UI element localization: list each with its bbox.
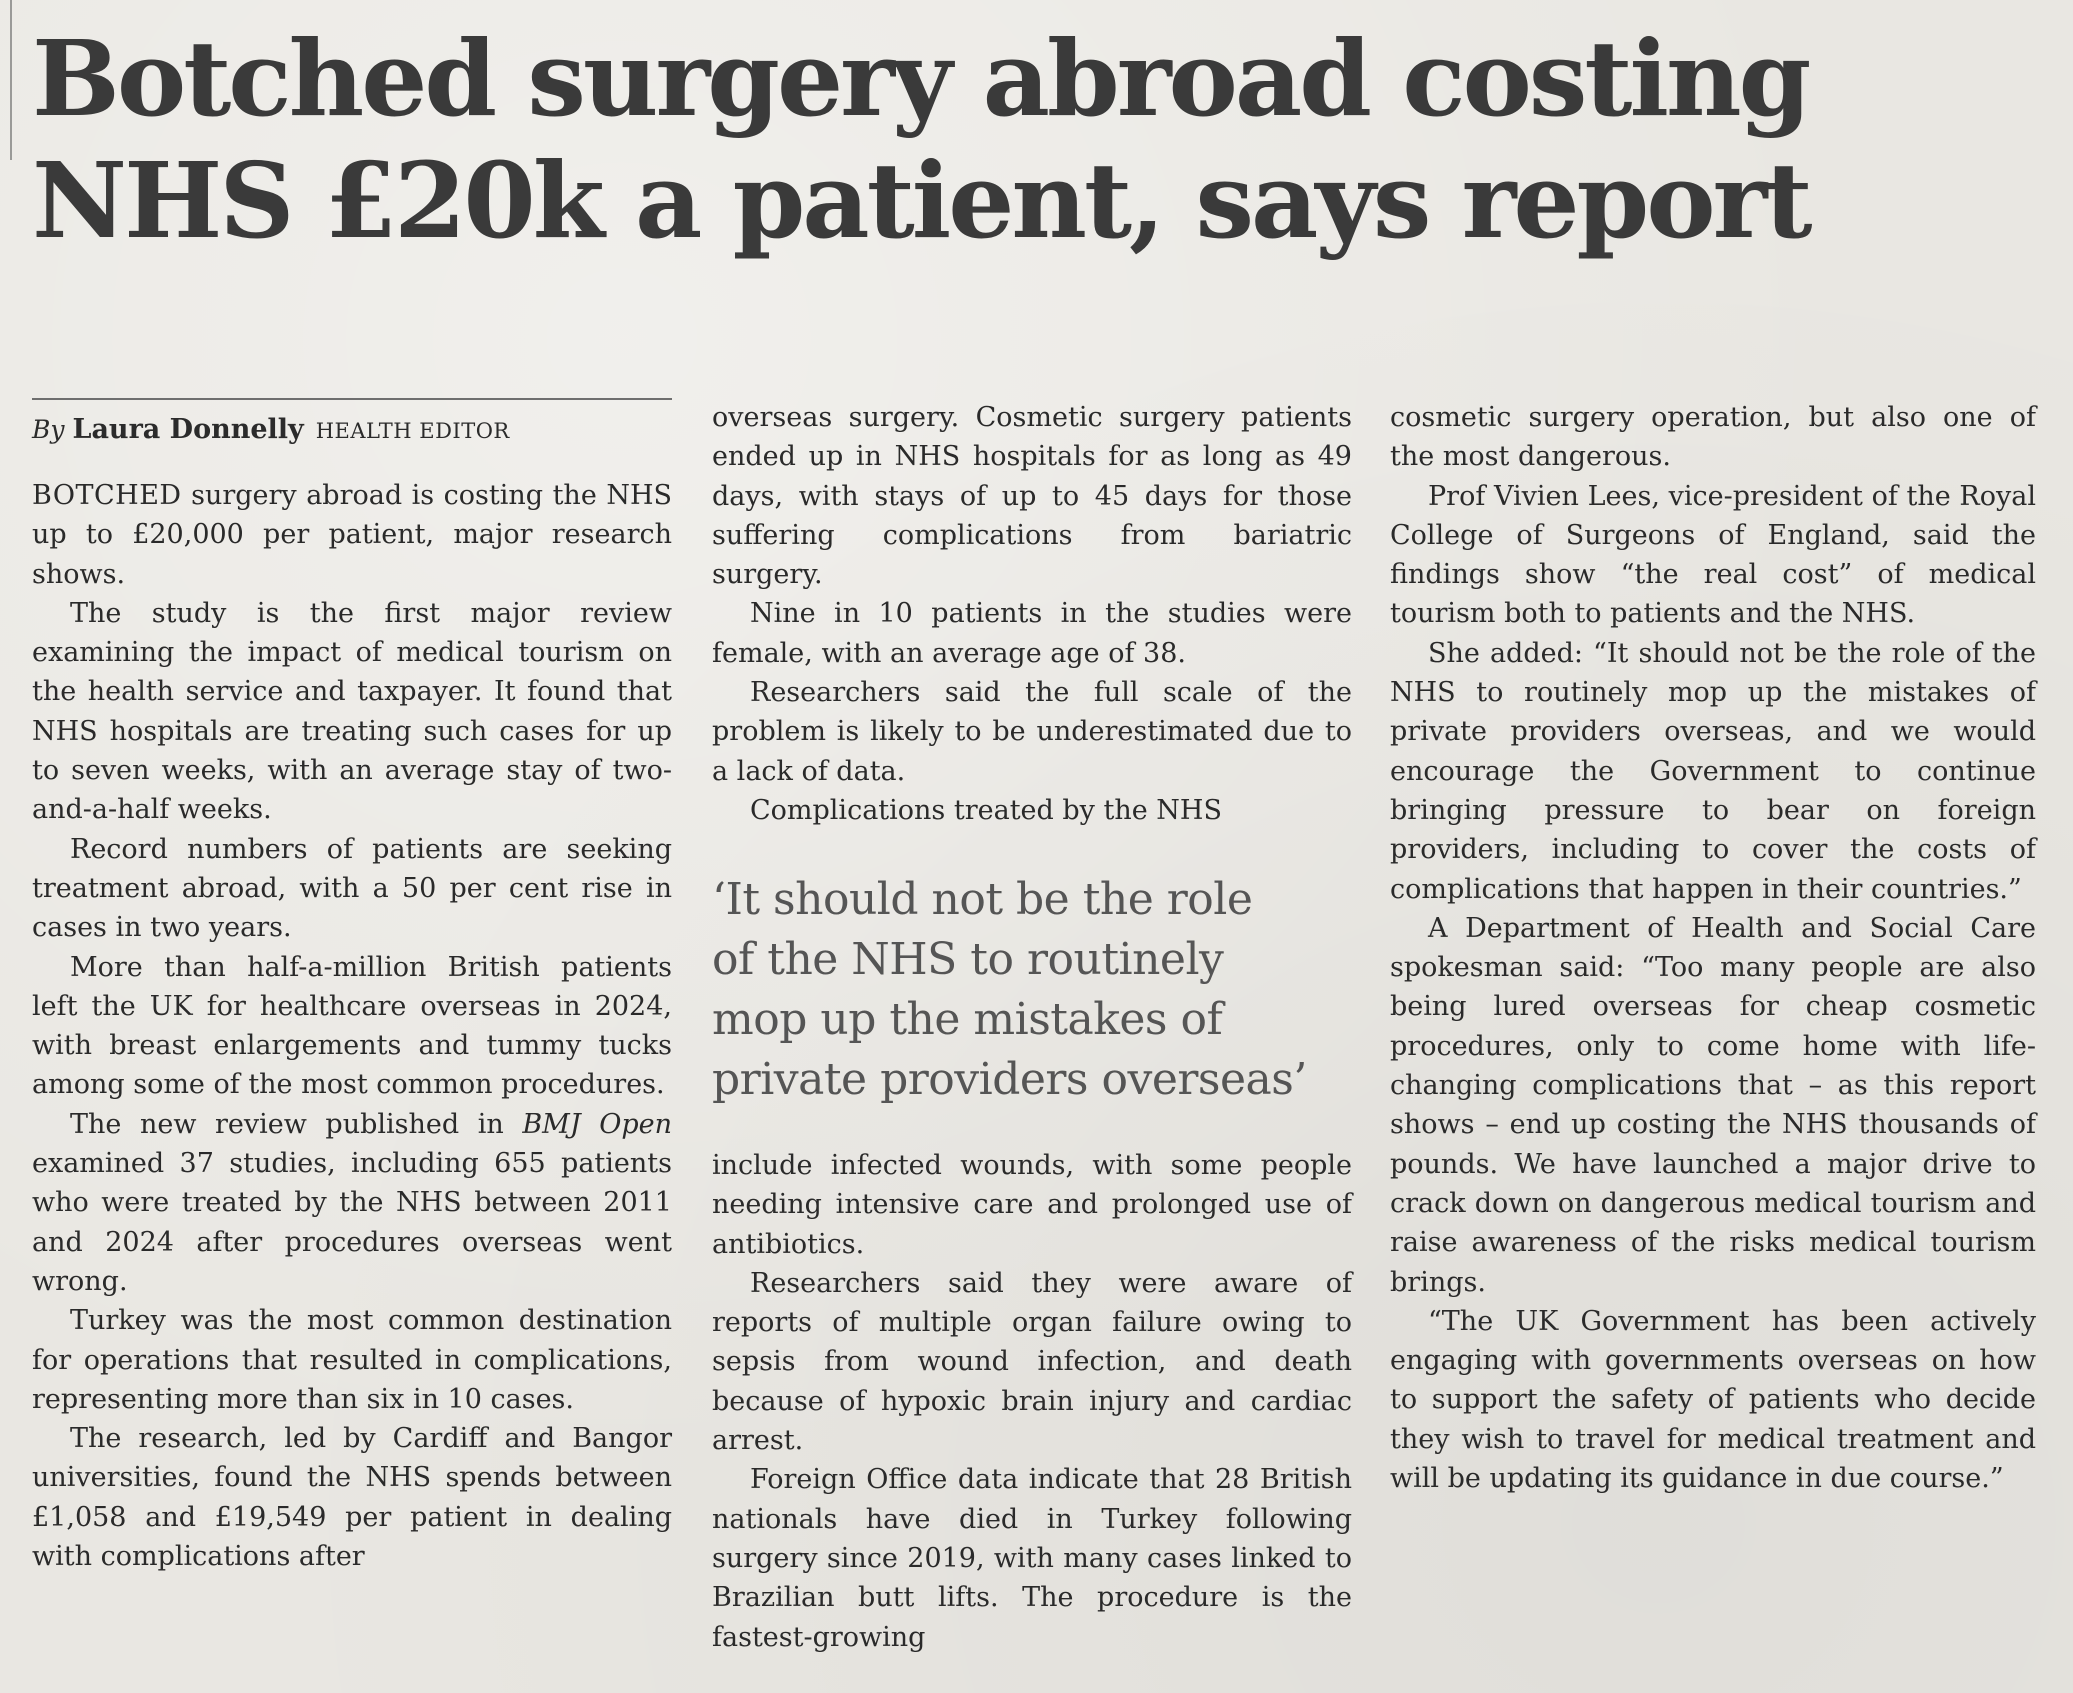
- byline-author: Laura Donnelly: [72, 414, 304, 445]
- pull-quote-line: mop up the mistakes of: [712, 994, 1223, 1045]
- lead-in: BOTCHED: [32, 480, 182, 511]
- paragraph: cosmetic surgery operation, but also one of the most dangerous.: [1390, 402, 2036, 473]
- journal-name: BMJ Open: [522, 1108, 672, 1140]
- paragraph: include infected wounds, with some people needing intensive care and prolonged use of antibiotics.: [712, 1150, 1352, 1260]
- byline-rule: [32, 398, 672, 400]
- column-divider: [10, 0, 12, 160]
- paragraph: Researchers said the full scale of the problem is likely to be underestimated due to a lack of data.: [712, 677, 1352, 787]
- paragraph: overseas surgery. Cosmetic surgery patients ended up in NHS hospitals for as long as 49 days, with stays of up to 45 days for those suffering complications from bariatric surgery.: [712, 402, 1352, 591]
- paragraph: She added: “It should not be the role of the NHS to routinely mop up the mistakes of private providers overseas, and we would encourage the Government to continue bringing pressure to bear on foreign providers, including to cover the costs of complications that happen in their countries.”: [1390, 637, 2036, 905]
- paragraph: Record numbers of patients are seeking treatment abroad, with a 50 per cent rise in cases in two years.: [32, 833, 672, 944]
- paragraph: Researchers said they were aware of reports of multiple organ failure owing to sepsis from wound infection, and death because of hypoxic brain injury and cardiac arrest.: [712, 1267, 1352, 1457]
- headline: [32, 18, 2032, 262]
- article-column-2-bottom: [712, 1146, 1352, 1657]
- pull-quote: [712, 870, 1362, 1110]
- paragraph: Turkey was the most common destination for operations that resulted in complications, representing more than six in 10 cases.: [32, 1305, 672, 1415]
- paragraph-text: examined 37 studies, including 655 patients who were treated by the NHS between 2011 and 2024 after procedures overseas went wrong.: [32, 1148, 672, 1297]
- article-column-1: [32, 476, 672, 1576]
- paragraph-text: surgery abroad is costing the NHS up to £20,000 per patient, major research shows.: [32, 480, 672, 590]
- paragraph: Nine in 10 patients in the studies were female, with an average age of 38.: [712, 598, 1352, 669]
- paragraph: Complications treated by the NHS: [750, 794, 1222, 826]
- paragraph-text: The new review published in: [70, 1108, 523, 1140]
- headline-line-1: Botched surgery abroad costing: [32, 17, 1809, 140]
- paragraph: [32, 476, 672, 594]
- paragraph: The research, led by Cardiff and Bangor universities, found the NHS spends between £1,058 and £19,549 per patient in dealing with complications after: [32, 1423, 672, 1573]
- paragraph: The study is the first major review examining the impact of medical tourism on the health service and taxpayer. It found that NHS hospitals are treating such cases for up to seven weeks, with an average stay of two-and-a-half weeks.: [32, 597, 672, 826]
- article-column-2-top: [712, 398, 1352, 830]
- paragraph: Foreign Office data indicate that 28 British nationals have died in Turkey following surgery since 2019, with many cases linked to Brazilian butt lifts. The procedure is the fastest-growing: [712, 1464, 1352, 1653]
- pull-quote-line: of the NHS to routinely: [712, 934, 1224, 985]
- paragraph: More than half-a-million British patients left the UK for healthcare overseas in 2024, with breast enlargements and tummy tucks among some of the most common procedures.: [32, 951, 672, 1101]
- paragraph: Prof Vivien Lees, vice-president of the Royal College of Surgeons of England, said the findings show “the real cost” of medical tourism both to patients and the NHS.: [1390, 480, 2036, 630]
- article-column-3: [1390, 398, 2036, 1498]
- paragraph: A Department of Health and Social Care spokesman said: “Too many people are also being lured overseas for cheap cosmetic procedures, only to come home with life-changing complications that – as this report shows – end up costing the NHS thousands of pounds. We have launched a major drive to crack down on dangerous medical tourism and raise awareness of the risks medical tourism brings.: [1390, 912, 2036, 1298]
- byline-role: HEALTH EDITOR: [315, 419, 510, 443]
- pull-quote-line: ‘It should not be the role: [712, 874, 1253, 925]
- paragraph: “The UK Government has been actively engaging with governments overseas on how to support the safety of patients who decide they wish to travel for medical treatment and will be updating its guidance in due course.”: [1390, 1305, 2036, 1495]
- byline-by: By: [32, 415, 65, 444]
- paragraph: [32, 1105, 672, 1301]
- byline: [32, 414, 682, 447]
- headline-line-2: NHS £20k a patient, says report: [32, 139, 1810, 262]
- pull-quote-line: private providers overseas’: [712, 1054, 1307, 1105]
